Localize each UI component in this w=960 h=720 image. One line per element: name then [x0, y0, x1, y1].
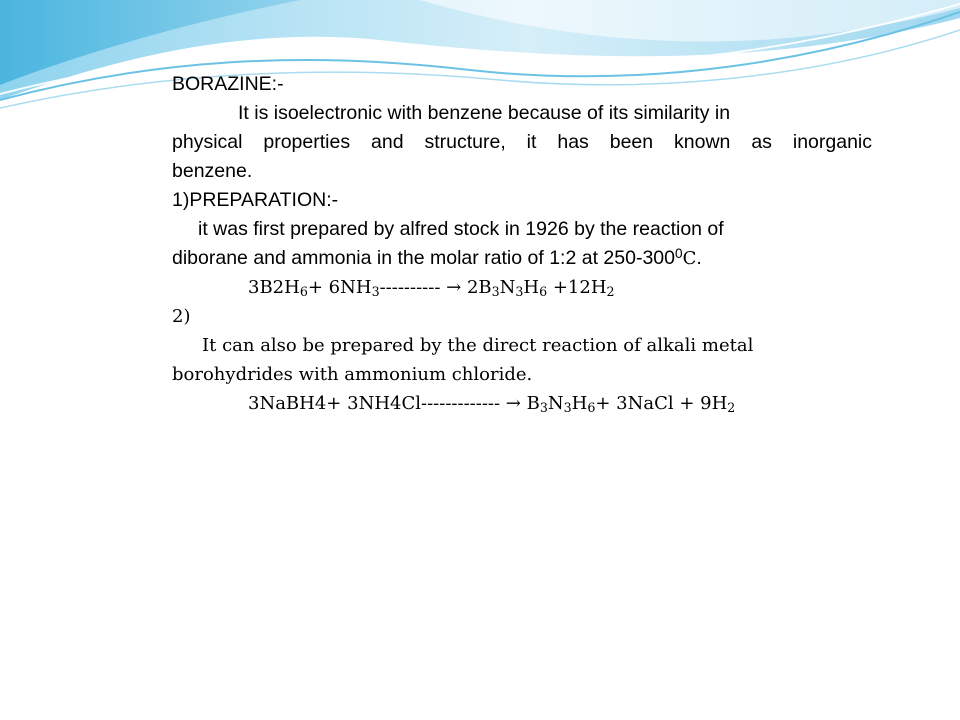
right-arrow-icon: → — [505, 393, 521, 414]
right-arrow-icon: → — [446, 277, 462, 298]
preparation-2-line-2: borohydrides with ammonium chloride. — [172, 364, 533, 385]
slide-body — [172, 70, 872, 418]
intro-line-1: It is isoelectronic with benzene because of its similarity in — [238, 102, 731, 124]
intro-line-2: physical properties and structure, it has been known as inorganic — [172, 131, 872, 153]
preparation-2-heading: 2) — [172, 306, 191, 327]
equation-2: 3NaBH4+ $3NH4Cl------------- \to B_3N_3H_6+$ 3NaCl + $9H_2$ — [248, 393, 736, 416]
preparation-1-line-1: it was first prepared by alfred stock in 1926 by the reaction of — [198, 218, 724, 240]
preparation-1-line-2: diborane and ammonia in the molar ratio of 1:2 at $250-300^0C$. — [172, 245, 702, 269]
preparation-2-line-1: It can also be prepared by the direct reaction of alkali metal — [202, 335, 754, 356]
equation-1: $3B2H_6+ 6NH_3---------- \to 2B_3N_3H_6 +12H_2$ — [248, 277, 615, 300]
intro-line-3: benzene. — [172, 160, 253, 182]
preparation-1-heading: 1)PREPARATION:- — [172, 189, 339, 211]
slide-heading: BORAZINE:- — [172, 73, 284, 95]
